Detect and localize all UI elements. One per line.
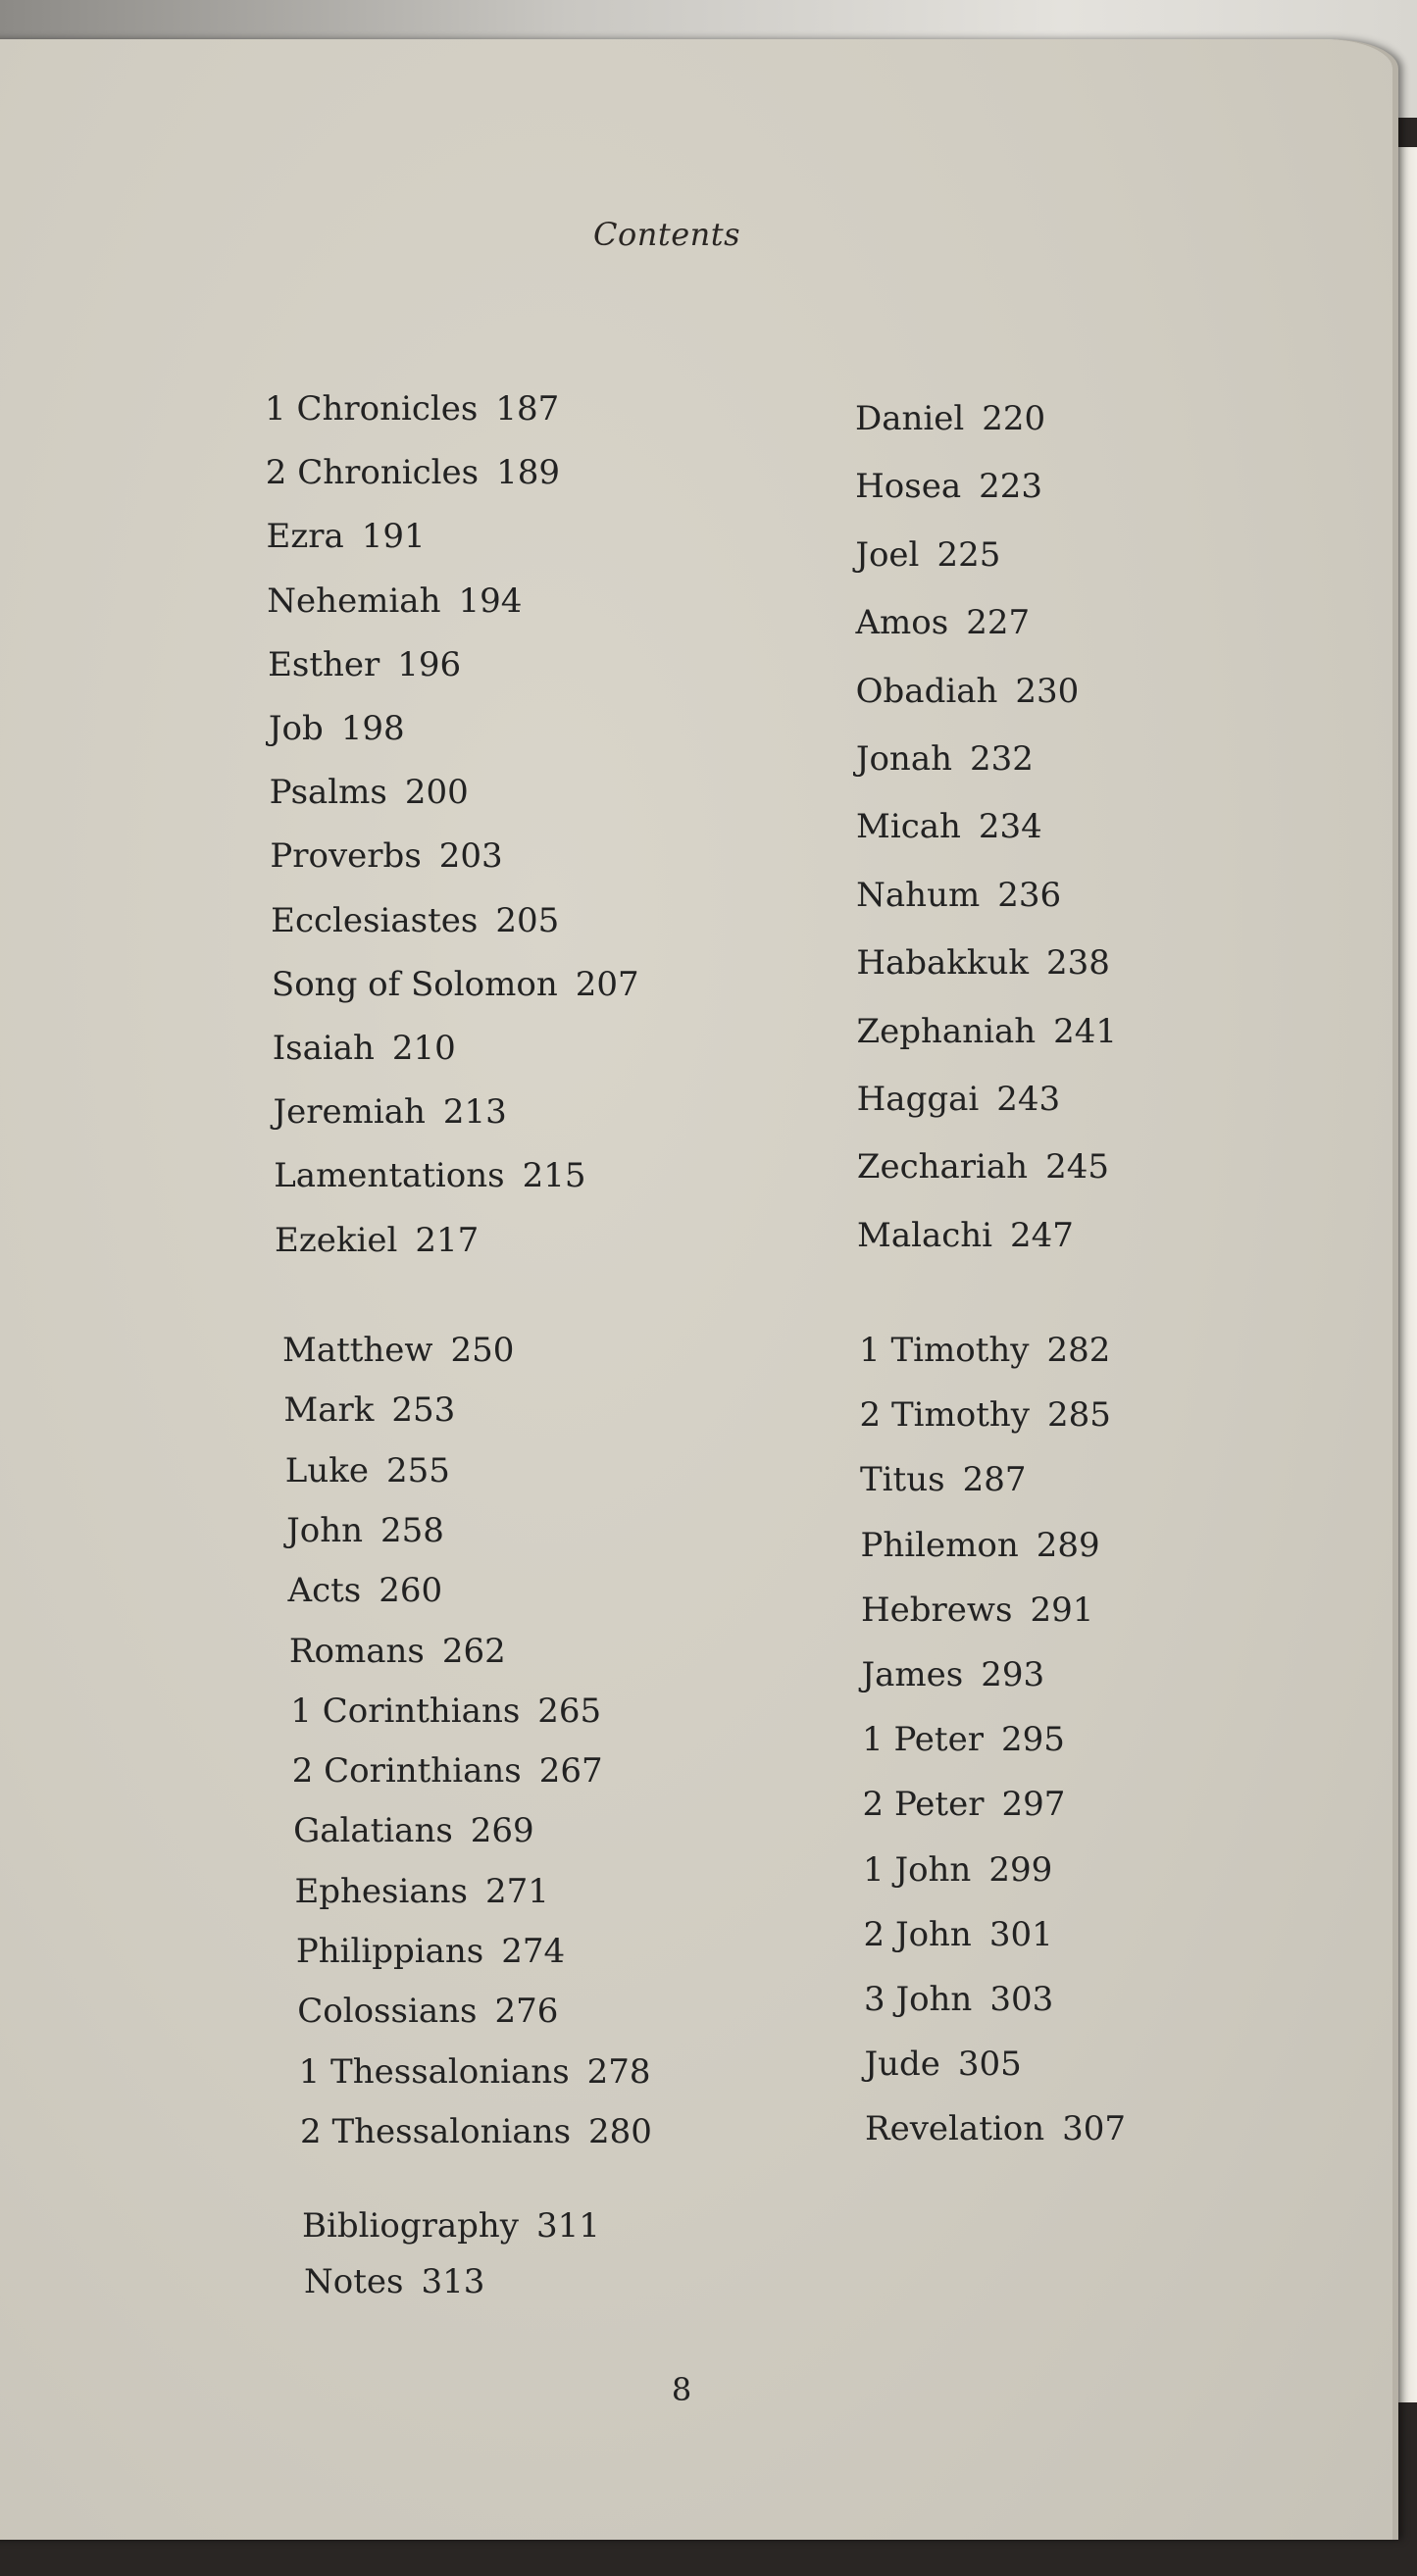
toc-entry-title: Lamentations xyxy=(274,1156,505,1196)
toc-entry xyxy=(855,603,1031,643)
toc-entry-title: Ezekiel xyxy=(275,1220,398,1260)
toc-entry xyxy=(269,773,469,813)
toc-entry xyxy=(855,671,1080,711)
toc-entry xyxy=(275,1220,480,1260)
toc-entry xyxy=(861,1655,1045,1694)
toc-entry xyxy=(863,1914,1053,1954)
page-title: Contents xyxy=(592,216,741,253)
toc-entry xyxy=(857,1215,1074,1255)
toc-entry-page: 207 xyxy=(575,964,639,1004)
toc-entry-title: Notes xyxy=(304,2262,404,2301)
toc-entry-title: 2 Timothy xyxy=(859,1395,1030,1436)
toc-entry xyxy=(271,964,639,1004)
toc-entry-page: 293 xyxy=(981,1655,1045,1694)
toc-entry-page: 295 xyxy=(1000,1720,1065,1760)
toc-entry-title: Revelation xyxy=(865,2109,1045,2149)
toc-entry-title: Hebrews xyxy=(861,1590,1013,1630)
toc-entry-page: 280 xyxy=(588,2111,652,2151)
toc-entry-page: 230 xyxy=(1015,671,1080,711)
toc-entry xyxy=(297,1992,559,2032)
toc-entry-page: 241 xyxy=(1053,1011,1118,1051)
toc-entry xyxy=(304,2262,485,2301)
toc-entry-title: Titus xyxy=(860,1460,945,1500)
toc-entry xyxy=(298,2051,651,2092)
toc-entry-title: Amos xyxy=(855,603,949,643)
toc-entry-page: 191 xyxy=(361,517,426,557)
toc-entry xyxy=(855,534,1001,575)
toc-entry-title: Nahum xyxy=(856,875,981,915)
toc-entry xyxy=(295,1932,566,1971)
toc-entry-title: 1 Chronicles xyxy=(265,389,479,429)
toc-entry xyxy=(265,389,560,429)
toc-entry-page: 303 xyxy=(989,1980,1054,2019)
toc-entry-page: 289 xyxy=(1036,1525,1100,1565)
toc-entry-title: Joel xyxy=(855,534,920,575)
toc-entry-title: Proverbs xyxy=(270,836,422,877)
toc-entry-title: Luke xyxy=(284,1450,369,1490)
toc-entry xyxy=(302,2206,600,2246)
toc-entry-page: 210 xyxy=(391,1029,456,1068)
toc-entry-page: 225 xyxy=(936,534,1001,575)
toc-entry-title: Song of Solomon xyxy=(271,964,558,1004)
toc-entry xyxy=(274,1156,586,1196)
toc-entry-page: 245 xyxy=(1045,1147,1109,1187)
toc-entry-page: 205 xyxy=(495,900,560,940)
toc-entry xyxy=(856,943,1110,984)
toc-entry-title: Acts xyxy=(287,1571,362,1611)
toc-entry-title: Ecclesiastes xyxy=(271,900,479,940)
toc-entry-title: Jeremiah xyxy=(273,1092,426,1133)
toc-entry xyxy=(862,1720,1065,1760)
toc-entry xyxy=(860,1460,1027,1500)
toc-entry-title: 2 John xyxy=(863,1914,972,1954)
toc-entry-page: 276 xyxy=(494,1992,559,2032)
toc-entry xyxy=(271,900,560,940)
toc-entry-title: Matthew xyxy=(282,1331,433,1370)
toc-entry-page: 253 xyxy=(391,1390,456,1431)
toc-entry-page: 255 xyxy=(385,1450,450,1490)
toc-entry xyxy=(287,1571,443,1611)
toc-entry-page: 313 xyxy=(421,2262,485,2301)
book-page xyxy=(0,39,1392,2540)
toc-entry-title: Galatians xyxy=(293,1811,453,1851)
toc-entry xyxy=(860,1525,1100,1565)
toc-entry xyxy=(856,1011,1118,1051)
toc-entry-title: Isaiah xyxy=(272,1029,375,1068)
toc-entry-page: 269 xyxy=(470,1811,534,1851)
toc-entry xyxy=(268,644,462,684)
toc-entry-page: 243 xyxy=(996,1080,1061,1119)
toc-entry xyxy=(273,1092,507,1133)
toc-entry xyxy=(291,1751,603,1792)
toc-entry-title: Philemon xyxy=(860,1525,1019,1565)
toc-entry-page: 282 xyxy=(1046,1331,1111,1370)
toc-entry-title: Bibliography xyxy=(302,2206,519,2246)
toc-entry-title: 2 Thessalonians xyxy=(300,2111,572,2151)
toc-entry-page: 227 xyxy=(966,603,1031,643)
toc-entry xyxy=(267,581,523,621)
toc-entry-title: Philippians xyxy=(295,1932,484,1971)
toc-entry-page: 271 xyxy=(485,1871,549,1911)
toc-entry xyxy=(862,1785,1066,1825)
toc-entry-page: 236 xyxy=(997,875,1062,915)
toc-entry-page: 274 xyxy=(501,1932,566,1971)
toc-entry xyxy=(861,1590,1094,1630)
toc-entry xyxy=(293,1811,534,1851)
toc-entry-page: 234 xyxy=(978,807,1042,847)
toc-entry-page: 250 xyxy=(450,1331,515,1370)
toc-entry xyxy=(282,1331,515,1370)
toc-entry-title: Micah xyxy=(856,807,961,847)
toc-entry-page: 278 xyxy=(586,2051,651,2092)
toc-entry xyxy=(859,1331,1111,1370)
toc-entry-page: 220 xyxy=(982,399,1046,438)
toc-entry-title: Psalms xyxy=(269,773,387,813)
toc-entry xyxy=(856,1147,1109,1187)
toc-entry-page: 299 xyxy=(988,1849,1053,1890)
toc-entry-title: Jonah xyxy=(855,739,952,779)
toc-entry xyxy=(265,453,561,493)
toc-entry-title: Ezra xyxy=(266,517,344,557)
toc-entry-title: Obadiah xyxy=(855,671,998,711)
toc-entry-page: 297 xyxy=(1001,1785,1066,1825)
toc-entry xyxy=(270,836,503,877)
toc-entry-page: 194 xyxy=(458,581,523,621)
toc-entry-title: Hosea xyxy=(855,467,962,507)
toc-entry xyxy=(855,467,1043,507)
toc-entry-page: 258 xyxy=(380,1510,444,1550)
toc-entry-page: 232 xyxy=(970,739,1034,779)
toc-entry-page: 267 xyxy=(538,1751,603,1792)
toc-entry-title: 2 Chronicles xyxy=(265,453,480,493)
toc-entry-title: Nehemiah xyxy=(267,581,441,621)
toc-entry-title: 1 Timothy xyxy=(859,1331,1030,1370)
toc-entry-title: Habakkuk xyxy=(856,943,1029,984)
toc-entry-page: 247 xyxy=(1010,1215,1074,1255)
toc-entry-page: 196 xyxy=(397,644,462,684)
toc-entry-title: Romans xyxy=(288,1631,425,1671)
toc-entry-title: Mark xyxy=(283,1390,375,1431)
toc-entry xyxy=(286,1510,444,1550)
toc-entry xyxy=(272,1029,456,1068)
toc-entry-page: 262 xyxy=(441,1631,506,1671)
toc-entry xyxy=(266,517,426,557)
toc-entry-page: 285 xyxy=(1046,1395,1111,1436)
toc-entry-title: 3 John xyxy=(864,1980,973,2019)
toc-entry-title: Esther xyxy=(268,644,380,684)
toc-entry-title: Daniel xyxy=(855,399,965,438)
toc-entry-page: 307 xyxy=(1062,2109,1127,2149)
toc-entry-page: 200 xyxy=(404,773,469,813)
toc-entry-title: Ephesians xyxy=(294,1871,468,1911)
toc-entry-title: 1 Peter xyxy=(862,1720,984,1760)
toc-entry-page: 301 xyxy=(988,1914,1053,1954)
toc-entry-title: Jude xyxy=(864,2045,940,2085)
toc-entry xyxy=(268,709,405,748)
toc-entry-title: Job xyxy=(268,709,324,748)
toc-entry xyxy=(283,1390,456,1431)
toc-entry xyxy=(864,1980,1054,2019)
toc-entry-page: 198 xyxy=(340,709,405,748)
toc-entry xyxy=(863,1849,1053,1890)
toc-entry xyxy=(856,807,1042,847)
toc-entry xyxy=(294,1871,549,1911)
toc-entry-title: Zephaniah xyxy=(856,1011,1037,1051)
toc-entry-page: 217 xyxy=(415,1220,480,1260)
toc-entry-title: Zechariah xyxy=(856,1147,1029,1187)
toc-entry-page: 189 xyxy=(496,453,561,493)
toc-entry-page: 287 xyxy=(962,1460,1027,1500)
toc-entry-page: 215 xyxy=(522,1156,586,1196)
toc-entry-page: 265 xyxy=(537,1691,602,1731)
toc-entry-page: 291 xyxy=(1030,1590,1094,1630)
toc-entry-page: 223 xyxy=(979,467,1043,507)
page-number: 8 xyxy=(671,2371,692,2408)
toc-entry xyxy=(859,1395,1111,1436)
toc-entry-title: 1 Thessalonians xyxy=(298,2051,570,2092)
toc-entry xyxy=(288,1631,506,1671)
toc-entry xyxy=(864,2045,1022,2085)
toc-entry-title: Malachi xyxy=(857,1215,993,1255)
toc-entry-title: Colossians xyxy=(297,1992,478,2032)
toc-entry xyxy=(856,875,1062,915)
toc-entry-title: 1 Corinthians xyxy=(290,1691,521,1731)
toc-entry-page: 238 xyxy=(1046,943,1110,984)
toc-entry xyxy=(300,2111,652,2151)
toc-entry-page: 305 xyxy=(957,2045,1022,2085)
toc-entry xyxy=(855,739,1034,779)
toc-entry-page: 203 xyxy=(438,836,503,877)
toc-entry-title: 2 Peter xyxy=(862,1785,985,1825)
toc-entry-title: Haggai xyxy=(856,1080,980,1119)
toc-entry xyxy=(284,1450,450,1490)
toc-entry-page: 311 xyxy=(536,2206,600,2246)
toc-entry xyxy=(856,1080,1061,1119)
toc-entry xyxy=(855,399,1046,438)
toc-entry-page: 213 xyxy=(442,1092,507,1133)
toc-entry-title: 2 Corinthians xyxy=(291,1751,522,1792)
toc-entry xyxy=(865,2109,1127,2149)
toc-entry-title: 1 John xyxy=(863,1849,972,1890)
toc-entry-page: 187 xyxy=(495,389,560,429)
toc-entry-title: James xyxy=(861,1655,964,1694)
toc-entry-title: John xyxy=(286,1510,364,1550)
toc-entry-page: 260 xyxy=(379,1571,443,1611)
toc-entry xyxy=(290,1691,602,1731)
